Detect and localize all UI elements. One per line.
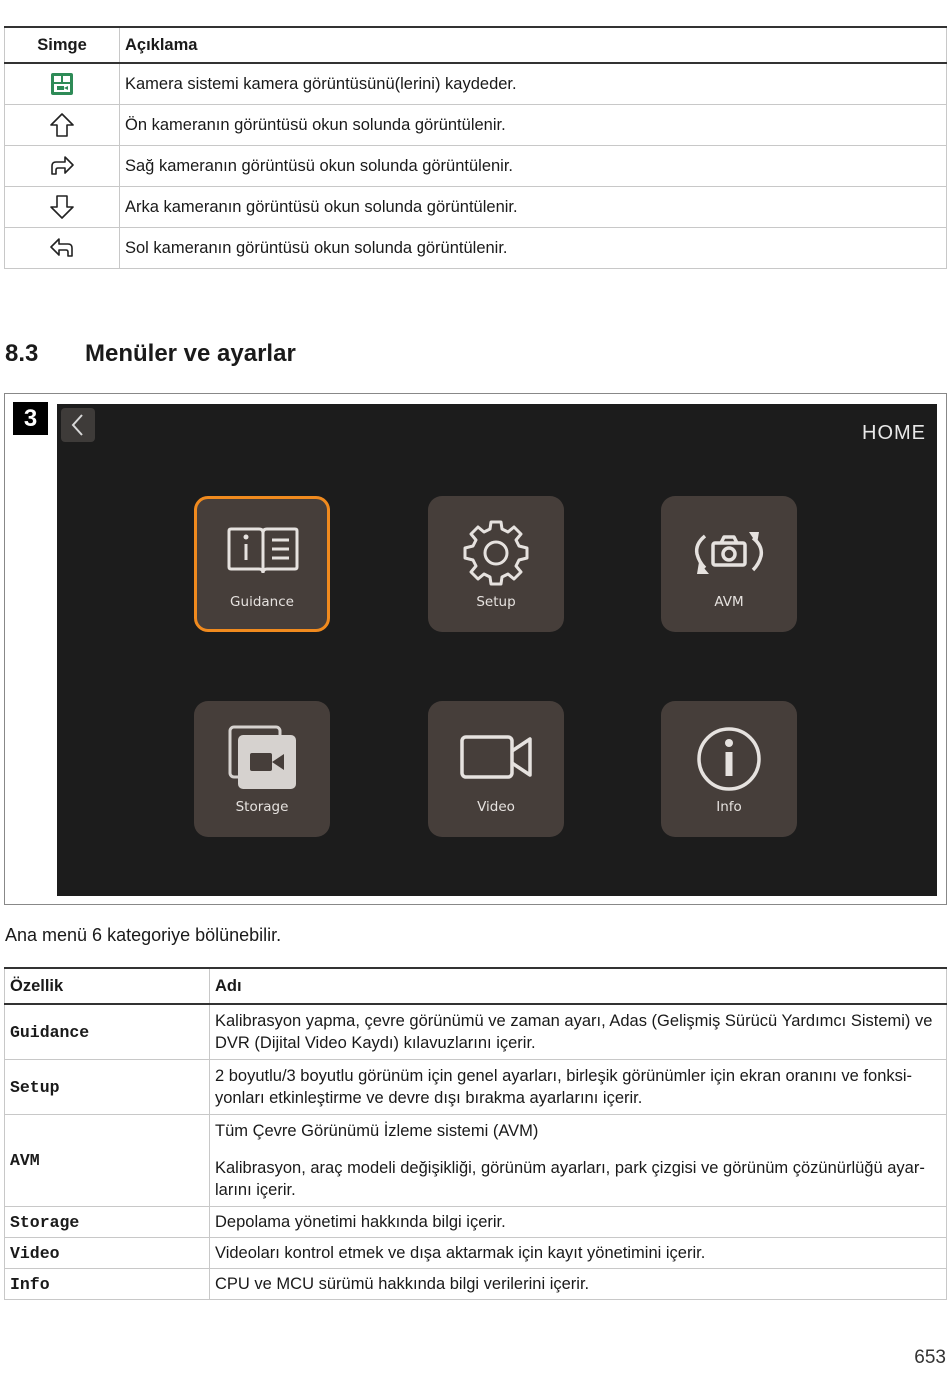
table-row [5,228,947,269]
arrow-right-icon [6,153,118,179]
row-description: Kamera sistemi kamera görüntüsünü(lerini) kaydeder. [120,63,947,105]
feature-description: Kalibrasyon, araç modeli değişikliği, görünüm ayarları, park çizgisi ve görünüm çözünürlüğü ayar-larını içerir. [215,1159,925,1199]
tile-label: Setup [476,594,516,610]
feature-name: AVM [5,1115,210,1207]
page-number: 653 [914,1347,946,1368]
avm-tile[interactable] [661,496,797,632]
info-icon [661,701,797,837]
screen-title: HOME [862,422,926,444]
camera-record-icon [6,72,118,96]
storage-tile[interactable] [194,701,330,837]
tile-label: AVM [714,594,744,610]
row-description: Arka kameranın görüntüsü okun solunda görüntülenir. [120,187,947,228]
table-row [5,1004,947,1060]
symbol-table-header [5,27,947,63]
feature-name: Info [5,1269,210,1300]
feature-description: 2 boyutlu/3 boyutlu görünüm için genel ayarları, birleşik görünümler için ekran oranını ve fonksi-yonları etkinleştirme ve devre dışı bırakma ayarlarını içerir. [215,1067,913,1107]
table-row [5,1060,947,1115]
arrow-left-icon [6,235,118,261]
guidance-tile[interactable] [194,496,330,632]
tile-label: Guidance [230,594,294,610]
tile-label: Video [477,799,515,815]
header-symbol: Simge [5,27,120,63]
arrow-down-icon [6,194,118,220]
feature-name: Setup [5,1060,210,1115]
arrow-up-icon [6,112,118,138]
feature-description: Videoları kontrol etmek ve dışa aktarmak için kayıt yönetimini içerir. [215,1244,706,1262]
tile-label: Storage [235,799,289,815]
setup-tile[interactable] [428,496,564,632]
row-description: Sağ kameranın görüntüsü okun solunda görüntülenir. [120,146,947,187]
row-description: Ön kameranın görüntüsü okun solunda görüntülenir. [120,105,947,146]
table-row [5,146,947,187]
chevron-left-icon [61,408,95,442]
section-number: 8.3 [5,340,39,367]
table-row [5,105,947,146]
table-row [5,1207,947,1238]
table-row [5,187,947,228]
video-camera-icon [428,701,564,837]
camera-rotate-icon [661,496,797,632]
table-row [5,1238,947,1269]
video-tile[interactable] [428,701,564,837]
home-screen [57,404,937,896]
symbol-table [4,26,947,269]
feature-description: Kalibrasyon yapma, çevre görünümü ve zaman ayarı, Adas (Gelişmiş Sürücü Yardımcı Sistemi) ve DVR (Dijital Video Kaydı) kılavuzlarını içerir. [215,1012,933,1052]
figure-number: 3 [13,402,48,435]
feature-name: Guidance [5,1004,210,1060]
feature-name: Video [5,1238,210,1269]
intro-text: Ana menü 6 kategoriye bölünebilir. [5,925,282,945]
back-button[interactable] [61,408,95,442]
table-row [5,1269,947,1300]
header-name: Adı [210,968,947,1004]
feature-description: Depolama yönetimi hakkında bilgi içerir. [215,1213,506,1231]
header-feature: Özellik [5,968,210,1004]
storage-icon [194,701,330,837]
feature-table [4,967,947,1300]
section-title: Menüler ve ayarlar [85,340,296,367]
table-row [5,63,947,105]
info-tile[interactable] [661,701,797,837]
table-row [5,1115,947,1207]
header-description: Açıklama [120,27,947,63]
feature-description: Tüm Çevre Görünümü İzleme sistemi (AVM) [215,1122,539,1140]
row-description: Sol kameranın görüntüsü okun solunda görüntülenir. [120,228,947,269]
gear-icon [428,496,564,632]
feature-table-header [5,968,947,1004]
figure-screen [4,393,947,905]
feature-description: CPU ve MCU sürümü hakkında bilgi verilerini içerir. [215,1275,590,1293]
feature-name: Storage [5,1207,210,1238]
tile-label: Info [716,799,742,815]
